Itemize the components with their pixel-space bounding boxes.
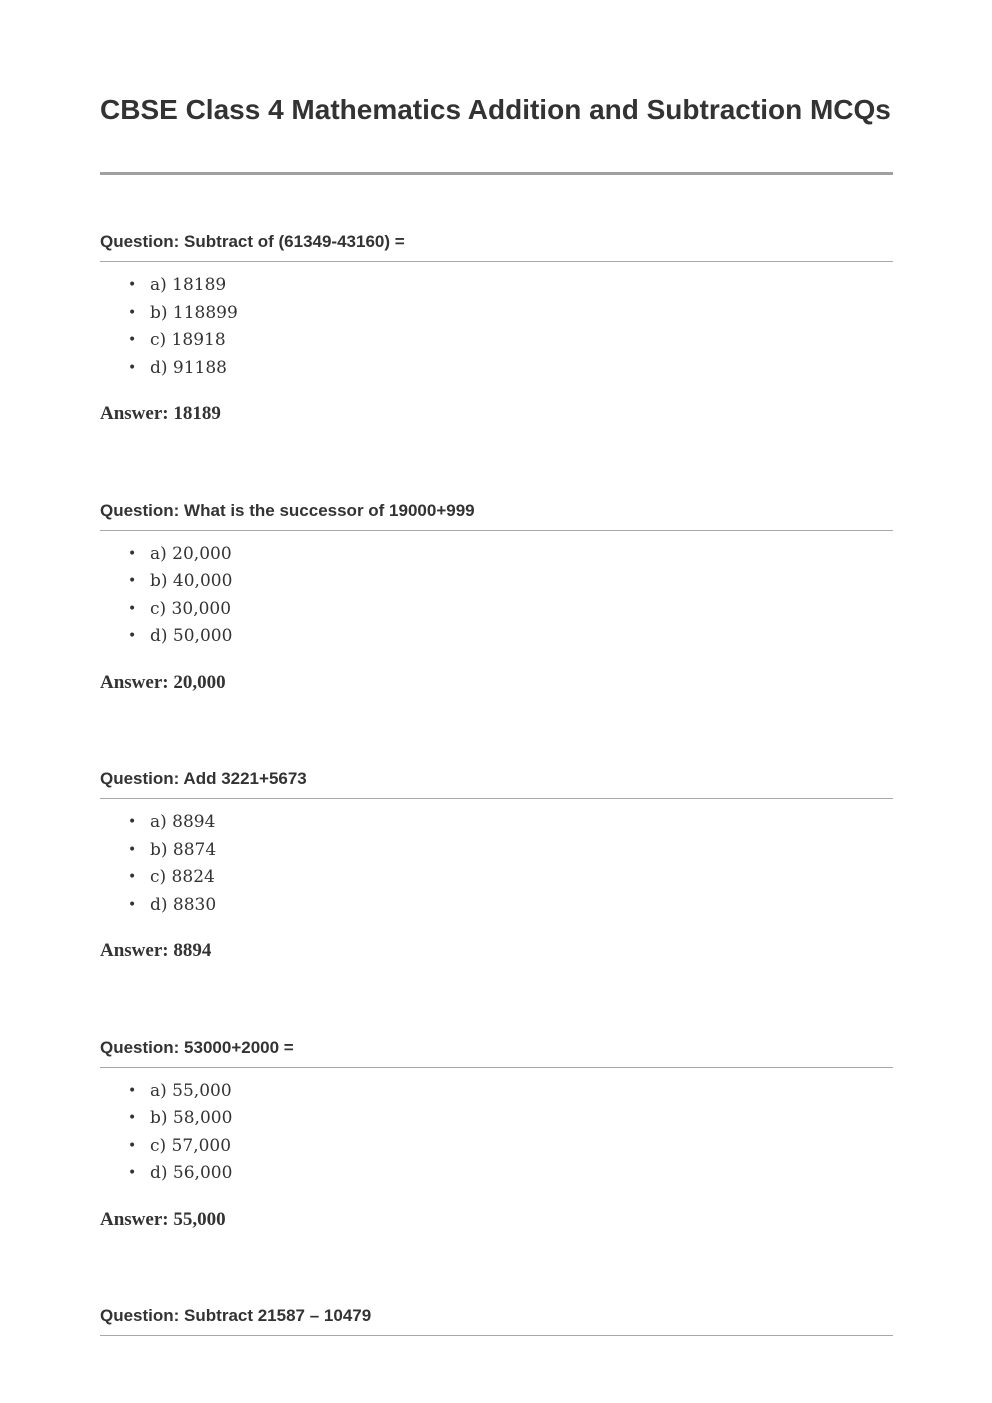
option-text: d) 56,000: [150, 1163, 233, 1183]
option-item: [128, 300, 893, 328]
page-title: CBSE Class 4 Mathematics Addition and Subtraction MCQs: [100, 94, 891, 125]
question-title: Question: 53000+2000 =: [100, 1036, 893, 1068]
question-title: Question: Add 3221+5673: [100, 767, 893, 799]
bullet-icon: •: [128, 277, 137, 293]
question-block: [100, 767, 893, 965]
bullet-icon: •: [128, 359, 137, 376]
question-title: Question: Subtract 21587 – 10479: [100, 1304, 893, 1336]
bullet-icon: •: [128, 1137, 137, 1154]
option-text: c) 57,000: [150, 1135, 232, 1156]
option-text: c) 8824: [150, 867, 215, 887]
answer: Answer: 8894: [100, 940, 212, 961]
bullet-icon: •: [128, 332, 137, 348]
bullet-icon: •: [128, 545, 137, 562]
answer: Answer: 20,000: [100, 671, 226, 693]
option-item: [128, 272, 893, 300]
option-text: a) 8894: [150, 812, 216, 832]
question-block: [100, 499, 893, 697]
option-item: [128, 568, 893, 596]
bullet-icon: •: [128, 841, 137, 858]
question-block: [100, 1036, 893, 1234]
answer: Answer: 55,000: [100, 1208, 226, 1230]
option-item: [128, 1078, 893, 1106]
option-item: [128, 864, 893, 892]
option-text: c) 18918: [150, 330, 226, 350]
question-block: [100, 1304, 893, 1336]
option-text: b) 40,000: [150, 571, 233, 591]
bullet-icon: •: [128, 814, 137, 830]
option-text: d) 50,000: [150, 626, 233, 646]
option-text: b) 8874: [150, 839, 217, 860]
option-text: a) 18189: [150, 275, 227, 295]
option-text: d) 8830: [150, 894, 217, 915]
option-item: [128, 809, 893, 837]
option-item: [128, 355, 893, 383]
option-item: [128, 892, 893, 920]
bullet-icon: •: [128, 304, 137, 321]
bullet-icon: •: [128, 1082, 137, 1099]
bullet-icon: •: [128, 869, 137, 885]
option-item: [128, 1133, 893, 1161]
option-item: [128, 327, 893, 355]
bullet-icon: •: [128, 573, 137, 589]
options-list: [100, 272, 893, 382]
options-list: [100, 1078, 893, 1188]
bullet-icon: •: [128, 628, 137, 644]
bullet-icon: •: [128, 600, 137, 617]
option-text: a) 20,000: [150, 543, 232, 564]
option-item: [128, 1105, 893, 1133]
question-title: Question: What is the successor of 19000+999: [100, 499, 893, 531]
option-item: [128, 623, 893, 651]
option-text: d) 91188: [150, 357, 227, 378]
option-item: [128, 837, 893, 865]
option-item: [128, 541, 893, 569]
option-text: a) 55,000: [150, 1080, 232, 1101]
bullet-icon: •: [128, 1110, 137, 1126]
answer: Answer: 18189: [100, 403, 221, 424]
option-item: [128, 596, 893, 624]
bullet-icon: •: [128, 1165, 137, 1181]
bullet-icon: •: [128, 896, 137, 913]
option-text: c) 30,000: [150, 598, 232, 619]
option-text: b) 58,000: [150, 1108, 233, 1128]
options-list: [100, 541, 893, 651]
title-divider: [100, 172, 893, 175]
question-block: [100, 230, 893, 428]
option-text: b) 118899: [150, 302, 238, 323]
question-title: Question: Subtract of (61349-43160) =: [100, 230, 893, 262]
option-item: [128, 1160, 893, 1188]
options-list: [100, 809, 893, 919]
